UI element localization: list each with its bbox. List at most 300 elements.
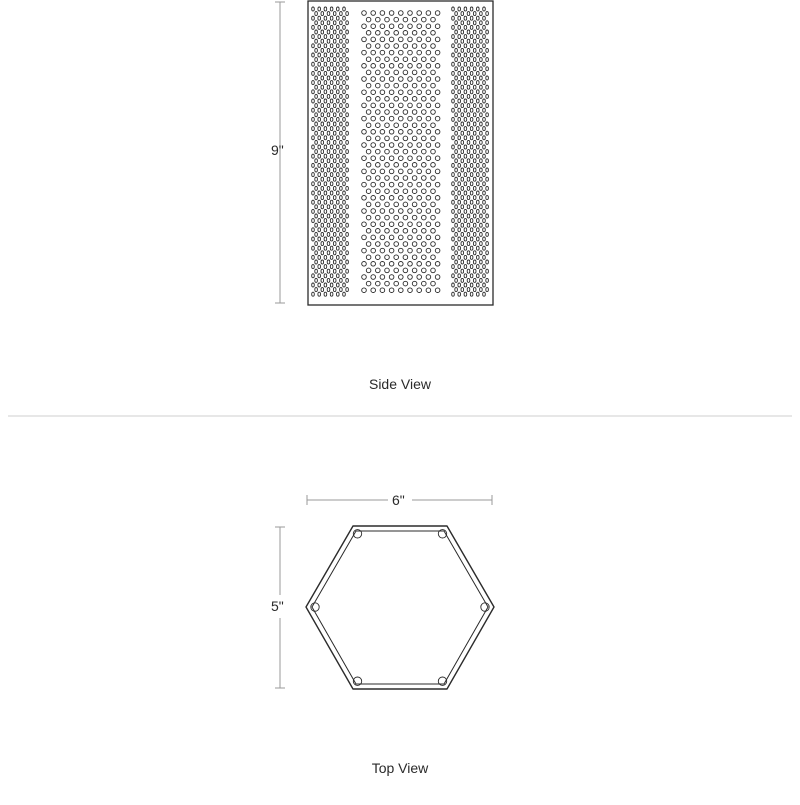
perforation-hole	[333, 85, 336, 89]
perforation-hole	[452, 154, 455, 158]
perforation-hole	[408, 275, 413, 280]
perforation-hole	[431, 242, 436, 247]
perforation-hole	[385, 149, 390, 154]
perforation-hole	[337, 255, 340, 259]
perforation-hole	[340, 260, 343, 264]
perforation-hole	[327, 140, 330, 144]
perforation-hole	[330, 7, 333, 11]
perforation-hole	[389, 156, 394, 161]
perforation-hole	[324, 265, 327, 269]
perforation-hole	[477, 53, 480, 57]
perforation-hole	[467, 214, 470, 218]
perforation-hole	[315, 186, 318, 190]
perforation-hole	[399, 209, 404, 214]
perforation-hole	[412, 83, 417, 88]
perforation-hole	[483, 81, 486, 85]
perforation-hole	[426, 143, 431, 148]
perforation-hole	[330, 182, 333, 186]
perforation-hole	[422, 281, 427, 286]
perforation-hole	[340, 196, 343, 200]
perforation-hole	[458, 163, 461, 167]
perforation-hole	[467, 140, 470, 144]
perforation-hole	[412, 31, 417, 36]
perforation-hole	[461, 288, 464, 292]
perforation-hole	[467, 269, 470, 273]
perforation-hole	[312, 191, 315, 195]
perforation-hole	[403, 123, 408, 128]
perforation-hole	[431, 57, 436, 62]
perforation-hole	[376, 70, 381, 75]
perforation-hole	[452, 62, 455, 66]
perforation-hole	[467, 251, 470, 255]
perforation-hole	[473, 122, 476, 126]
perforation-hole	[346, 260, 349, 264]
perforation-hole	[483, 90, 486, 94]
perforation-hole	[408, 103, 413, 108]
perforation-hole	[480, 232, 483, 236]
perforation-hole	[477, 127, 480, 131]
perforation-hole	[483, 292, 486, 296]
perforation-hole	[330, 219, 333, 223]
perforation-hole	[473, 242, 476, 246]
perforation-hole	[455, 122, 458, 126]
perforation-hole	[408, 262, 413, 267]
perforation-hole	[318, 182, 321, 186]
perforation-hole	[315, 58, 318, 62]
perforation-hole	[394, 242, 399, 247]
perforation-hole	[435, 209, 440, 214]
perforation-hole	[312, 62, 315, 66]
perforation-hole	[426, 235, 431, 240]
perforation-hole	[346, 131, 349, 135]
perforation-hole	[327, 288, 330, 292]
perforation-hole	[343, 200, 346, 204]
perforation-hole	[389, 248, 394, 253]
perforation-hole	[455, 21, 458, 25]
perforation-hole	[486, 67, 489, 71]
perforation-hole	[480, 168, 483, 172]
perforation-hole	[486, 168, 489, 172]
perforation-hole	[321, 122, 324, 126]
perforation-hole	[461, 48, 464, 52]
perforation-hole	[473, 104, 476, 108]
perforation-hole	[470, 108, 473, 112]
perforation-hole	[324, 90, 327, 94]
perforation-hole	[431, 176, 436, 181]
perforation-pattern	[312, 7, 489, 296]
perforation-hole	[399, 90, 404, 95]
perforation-hole	[321, 159, 324, 163]
perforation-hole	[464, 228, 467, 232]
perforation-hole	[380, 103, 385, 108]
perforation-hole	[330, 265, 333, 269]
perforation-hole	[321, 177, 324, 181]
perforation-hole	[483, 209, 486, 213]
perforation-hole	[389, 209, 394, 214]
perforation-hole	[452, 90, 455, 94]
perforation-hole	[394, 202, 399, 207]
perforation-hole	[376, 189, 381, 194]
perforation-hole	[346, 150, 349, 154]
perforation-hole	[412, 149, 417, 154]
perforation-hole	[324, 81, 327, 85]
perforation-hole	[327, 159, 330, 163]
perforation-hole	[455, 85, 458, 89]
perforation-hole	[340, 94, 343, 98]
perforation-hole	[394, 215, 399, 220]
perforation-hole	[337, 53, 340, 57]
perforation-hole	[461, 168, 464, 172]
perforation-hole	[399, 182, 404, 187]
perforation-hole	[337, 265, 340, 269]
perforation-hole	[324, 53, 327, 57]
perforation-hole	[389, 130, 394, 135]
perforation-hole	[371, 37, 376, 42]
perforation-hole	[327, 168, 330, 172]
perforation-hole	[477, 35, 480, 39]
perforation-hole	[403, 44, 408, 49]
perforation-hole	[394, 163, 399, 168]
perforation-hole	[403, 17, 408, 22]
perforation-hole	[324, 292, 327, 296]
perforation-hole	[330, 53, 333, 57]
perforation-hole	[483, 191, 486, 195]
perforation-hole	[389, 169, 394, 174]
perforation-hole	[380, 169, 385, 174]
perforation-hole	[431, 110, 436, 115]
perforation-hole	[461, 39, 464, 43]
perforation-hole	[330, 283, 333, 287]
perforation-hole	[371, 116, 376, 121]
perforation-hole	[330, 191, 333, 195]
perforation-hole	[435, 156, 440, 161]
perforation-hole	[458, 127, 461, 131]
perforation-hole	[467, 12, 470, 16]
perforation-hole	[321, 48, 324, 52]
perforation-hole	[340, 159, 343, 163]
perforation-hole	[477, 265, 480, 269]
perforation-hole	[477, 145, 480, 149]
perforation-hole	[452, 283, 455, 287]
perforation-hole	[343, 182, 346, 186]
perforation-hole	[435, 235, 440, 240]
perforation-hole	[337, 219, 340, 223]
perforation-hole	[343, 163, 346, 167]
perforation-hole	[312, 71, 315, 75]
perforation-hole	[324, 209, 327, 213]
perforation-hole	[435, 130, 440, 135]
perforation-hole	[483, 182, 486, 186]
perforation-hole	[380, 209, 385, 214]
perforation-hole	[340, 140, 343, 144]
perforation-hole	[343, 136, 346, 140]
perforation-hole	[362, 156, 367, 161]
perforation-hole	[340, 113, 343, 117]
perforation-hole	[340, 85, 343, 89]
perforation-hole	[324, 237, 327, 241]
perforation-hole	[376, 44, 381, 49]
perforation-hole	[362, 182, 367, 187]
perforation-hole	[473, 288, 476, 292]
perforation-hole	[376, 97, 381, 102]
perforation-hole	[327, 177, 330, 181]
perforation-hole	[480, 159, 483, 163]
perforation-hole	[389, 116, 394, 121]
perforation-hole	[422, 202, 427, 207]
perforation-hole	[337, 246, 340, 250]
perforation-hole	[340, 186, 343, 190]
perforation-hole	[408, 169, 413, 174]
perforation-hole	[389, 196, 394, 201]
perforation-hole	[417, 130, 422, 135]
perforation-hole	[458, 117, 461, 121]
perforation-hole	[399, 262, 404, 267]
perforation-hole	[417, 209, 422, 214]
perforation-hole	[333, 159, 336, 163]
perforation-hole	[480, 177, 483, 181]
perforation-hole	[480, 278, 483, 282]
perforation-hole	[346, 214, 349, 218]
perforation-hole	[321, 76, 324, 80]
perforation-hole	[467, 150, 470, 154]
perforation-hole	[452, 274, 455, 278]
perforation-hole	[417, 169, 422, 174]
perforation-hole	[389, 288, 394, 293]
perforation-hole	[486, 242, 489, 246]
perforation-hole	[422, 176, 427, 181]
perforation-hole	[473, 159, 476, 163]
perforation-hole	[483, 7, 486, 11]
perforation-hole	[477, 173, 480, 177]
perforation-hole	[461, 196, 464, 200]
perforation-hole	[399, 196, 404, 201]
perforation-hole	[366, 44, 371, 49]
perforation-hole	[324, 228, 327, 232]
perforation-hole	[455, 205, 458, 209]
perforation-hole	[477, 228, 480, 232]
perforation-hole	[458, 255, 461, 259]
perforation-hole	[380, 64, 385, 69]
perforation-hole	[452, 81, 455, 85]
perforation-hole	[318, 265, 321, 269]
perforation-hole	[343, 71, 346, 75]
perforation-hole	[422, 97, 427, 102]
perforation-hole	[366, 110, 371, 115]
perforation-hole	[324, 173, 327, 177]
perforation-hole	[333, 251, 336, 255]
perforation-hole	[399, 24, 404, 29]
perforation-hole	[458, 25, 461, 29]
perforation-hole	[389, 262, 394, 267]
perforation-hole	[473, 58, 476, 62]
perforation-hole	[324, 7, 327, 11]
perforation-hole	[380, 262, 385, 267]
perforation-hole	[486, 269, 489, 273]
perforation-hole	[480, 131, 483, 135]
perforation-hole	[480, 39, 483, 43]
perforation-hole	[389, 24, 394, 29]
perforation-hole	[399, 103, 404, 108]
perforation-hole	[422, 163, 427, 168]
perforation-hole	[412, 97, 417, 102]
perforation-hole	[461, 260, 464, 264]
perforation-hole	[312, 90, 315, 94]
perforation-hole	[394, 44, 399, 49]
perforation-hole	[417, 222, 422, 227]
perforation-hole	[371, 288, 376, 293]
perforation-hole	[486, 12, 489, 16]
perforation-hole	[467, 104, 470, 108]
perforation-hole	[467, 205, 470, 209]
perforation-hole	[389, 182, 394, 187]
perforation-hole	[458, 136, 461, 140]
perforation-hole	[330, 127, 333, 131]
perforation-hole	[330, 71, 333, 75]
perforation-hole	[455, 67, 458, 71]
perforation-hole	[346, 278, 349, 282]
perforation-hole	[473, 12, 476, 16]
perforation-hole	[422, 44, 427, 49]
perforation-hole	[380, 37, 385, 42]
perforation-hole	[467, 260, 470, 264]
perforation-hole	[486, 94, 489, 98]
perforation-hole	[376, 202, 381, 207]
perforation-hole	[346, 242, 349, 246]
perforation-hole	[455, 269, 458, 273]
perforation-hole	[470, 7, 473, 11]
perforation-hole	[435, 182, 440, 187]
perforation-hole	[394, 281, 399, 286]
perforation-hole	[412, 215, 417, 220]
perforation-hole	[480, 242, 483, 246]
perforation-hole	[318, 246, 321, 250]
perforation-hole	[422, 189, 427, 194]
perforation-hole	[366, 242, 371, 247]
perforation-hole	[380, 24, 385, 29]
perforation-hole	[461, 242, 464, 246]
perforation-hole	[486, 196, 489, 200]
perforation-hole	[321, 140, 324, 144]
perforation-hole	[394, 31, 399, 36]
perforation-hole	[470, 237, 473, 241]
perforation-hole	[477, 200, 480, 204]
perforation-hole	[431, 268, 436, 273]
perforation-hole	[461, 186, 464, 190]
perforation-hole	[458, 81, 461, 85]
perforation-hole	[380, 90, 385, 95]
perforation-hole	[417, 143, 422, 148]
perforation-hole	[477, 117, 480, 121]
perforation-hole	[343, 283, 346, 287]
perforation-hole	[483, 71, 486, 75]
perforation-hole	[371, 235, 376, 240]
perforation-hole	[417, 103, 422, 108]
perforation-hole	[486, 150, 489, 154]
perforation-hole	[315, 85, 318, 89]
perforation-hole	[376, 176, 381, 181]
perforation-hole	[340, 288, 343, 292]
perforation-hole	[315, 67, 318, 71]
perforation-hole	[327, 48, 330, 52]
perforation-hole	[426, 37, 431, 42]
perforation-hole	[343, 35, 346, 39]
perforation-hole	[464, 7, 467, 11]
perforation-hole	[399, 116, 404, 121]
perforation-hole	[343, 292, 346, 296]
perforation-hole	[389, 103, 394, 108]
perforation-hole	[477, 292, 480, 296]
perforation-hole	[426, 248, 431, 253]
perforation-hole	[330, 62, 333, 66]
perforation-hole	[321, 39, 324, 43]
perforation-hole	[321, 223, 324, 227]
perforation-hole	[312, 292, 315, 296]
perforation-hole	[431, 229, 436, 234]
perforation-hole	[346, 85, 349, 89]
perforation-hole	[366, 255, 371, 260]
perforation-hole	[389, 90, 394, 95]
perforation-hole	[452, 246, 455, 250]
perforation-hole	[380, 275, 385, 280]
perforation-hole	[385, 189, 390, 194]
perforation-hole	[467, 288, 470, 292]
perforation-hole	[366, 281, 371, 286]
perforation-hole	[408, 235, 413, 240]
perforation-hole	[455, 48, 458, 52]
perforation-hole	[461, 177, 464, 181]
perforation-hole	[366, 57, 371, 62]
perforation-hole	[458, 265, 461, 269]
perforation-hole	[435, 275, 440, 280]
perforation-hole	[366, 31, 371, 36]
perforation-hole	[403, 97, 408, 102]
perforation-hole	[312, 163, 315, 167]
perforation-hole	[461, 85, 464, 89]
perforation-hole	[473, 205, 476, 209]
perforation-hole	[417, 37, 422, 42]
perforation-hole	[467, 168, 470, 172]
perforation-hole	[330, 274, 333, 278]
perforation-hole	[480, 214, 483, 218]
perforation-hole	[318, 219, 321, 223]
perforation-hole	[312, 255, 315, 259]
perforation-hole	[477, 182, 480, 186]
perforation-hole	[464, 246, 467, 250]
perforation-hole	[399, 64, 404, 69]
perforation-hole	[452, 237, 455, 241]
perforation-hole	[464, 44, 467, 48]
perforation-hole	[412, 163, 417, 168]
perforation-hole	[340, 104, 343, 108]
perforation-hole	[315, 21, 318, 25]
perforation-hole	[483, 228, 486, 232]
perforation-hole	[343, 7, 346, 11]
perforation-hole	[327, 232, 330, 236]
perforation-hole	[455, 232, 458, 236]
perforation-hole	[422, 123, 427, 128]
perforation-hole	[403, 229, 408, 234]
perforation-hole	[455, 94, 458, 98]
perforation-hole	[458, 145, 461, 149]
perforation-hole	[318, 16, 321, 20]
perforation-hole	[486, 131, 489, 135]
perforation-hole	[340, 122, 343, 126]
perforation-hole	[327, 104, 330, 108]
perforation-hole	[452, 255, 455, 259]
perforation-hole	[330, 173, 333, 177]
perforation-hole	[376, 255, 381, 260]
perforation-hole	[318, 200, 321, 204]
